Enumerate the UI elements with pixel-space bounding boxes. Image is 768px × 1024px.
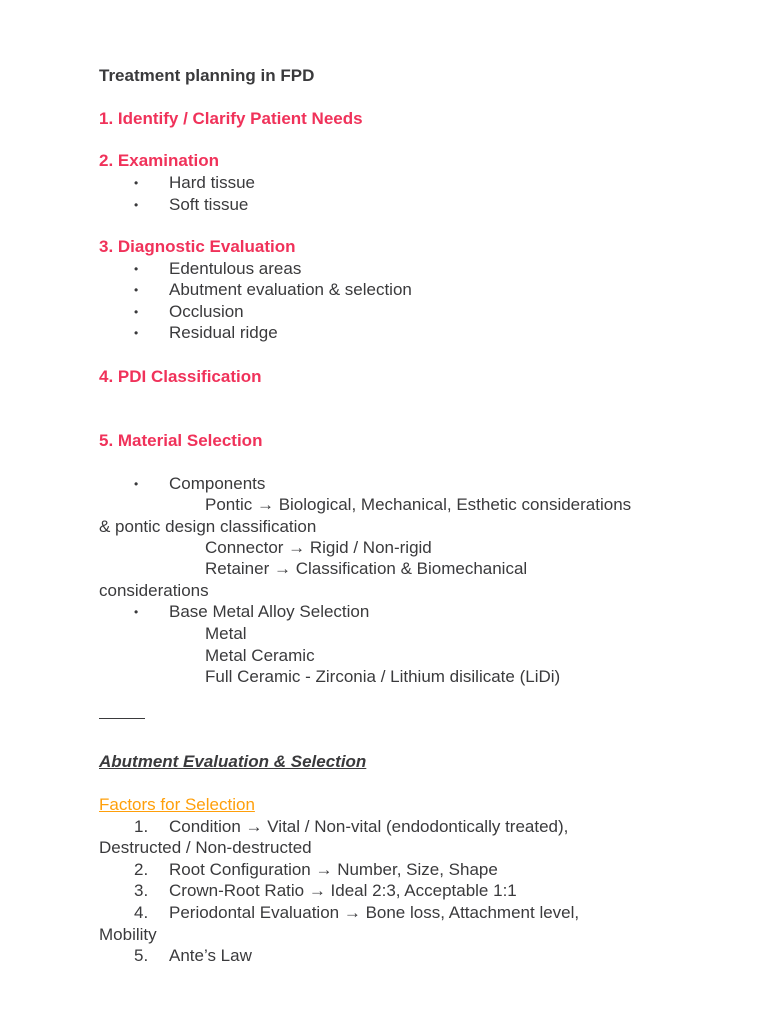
document-title: Treatment planning in FPD	[99, 66, 315, 85]
list-item: Crown-Root Ratio → Ideal 2:3, Acceptable 1:1	[169, 881, 517, 900]
divider-line	[99, 718, 145, 719]
list-item: Root Configuration → Number, Size, Shape	[169, 860, 498, 879]
section-1-heading: 1. Identify / Clarify Patient Needs	[99, 109, 363, 128]
full-ceramic-item: Full Ceramic - Zirconia / Lithium disilicate (LiDi)	[205, 667, 561, 686]
list-item: Soft tissue	[169, 195, 249, 214]
section-4-heading: 4. PDI Classification	[99, 367, 262, 386]
list-item-continued: Mobility	[99, 925, 157, 944]
list-item-continued: Destructed / Non-destructed	[99, 838, 312, 857]
list-item: Residual ridge	[169, 323, 278, 342]
abutment-heading: Abutment Evaluation & Selection	[99, 752, 367, 771]
retainer-line: Retainer → Classification & Biomechanical	[205, 559, 528, 578]
metal-item: Metal	[205, 624, 247, 643]
bullet-marker: •	[134, 305, 139, 319]
retainer-line-continued: considerations	[99, 581, 209, 600]
components-label: Components	[169, 474, 266, 493]
base-metal-label: Base Metal Alloy Selection	[169, 602, 370, 621]
connector-line: Connector → Rigid / Non-rigid	[205, 538, 432, 557]
pontic-line-continued: & pontic design classification	[99, 517, 317, 536]
bullet-marker: •	[134, 605, 139, 619]
bullet-marker: •	[134, 262, 139, 276]
bullet-marker: •	[134, 176, 139, 190]
metal-ceramic-item: Metal Ceramic	[205, 646, 315, 665]
bullet-marker: •	[134, 477, 139, 491]
section-5-heading: 5. Material Selection	[99, 431, 263, 450]
list-item: Occlusion	[169, 302, 244, 321]
bullet-marker: •	[134, 326, 139, 340]
factors-heading: Factors for Selection	[99, 795, 255, 814]
bullet-marker: •	[134, 283, 139, 297]
list-item: Abutment evaluation & selection	[169, 280, 412, 299]
section-2-heading: 2. Examination	[99, 151, 219, 170]
list-item: Hard tissue	[169, 173, 255, 192]
list-item: Periodontal Evaluation → Bone loss, Attachment level,	[169, 903, 580, 922]
list-item: Ante’s Law	[169, 946, 252, 965]
item-number: 2.	[134, 860, 149, 879]
bullet-marker: •	[134, 198, 139, 212]
list-item: Edentulous areas	[169, 259, 302, 278]
item-number: 3.	[134, 881, 149, 900]
pontic-line: Pontic → Biological, Mechanical, Esthetic considerations	[205, 495, 632, 514]
section-3-heading: 3. Diagnostic Evaluation	[99, 237, 296, 256]
item-number: 4.	[134, 903, 149, 922]
list-item: Condition → Vital / Non-vital (endodontically treated),	[169, 817, 569, 836]
item-number: 5.	[134, 946, 149, 965]
item-number: 1.	[134, 817, 149, 836]
